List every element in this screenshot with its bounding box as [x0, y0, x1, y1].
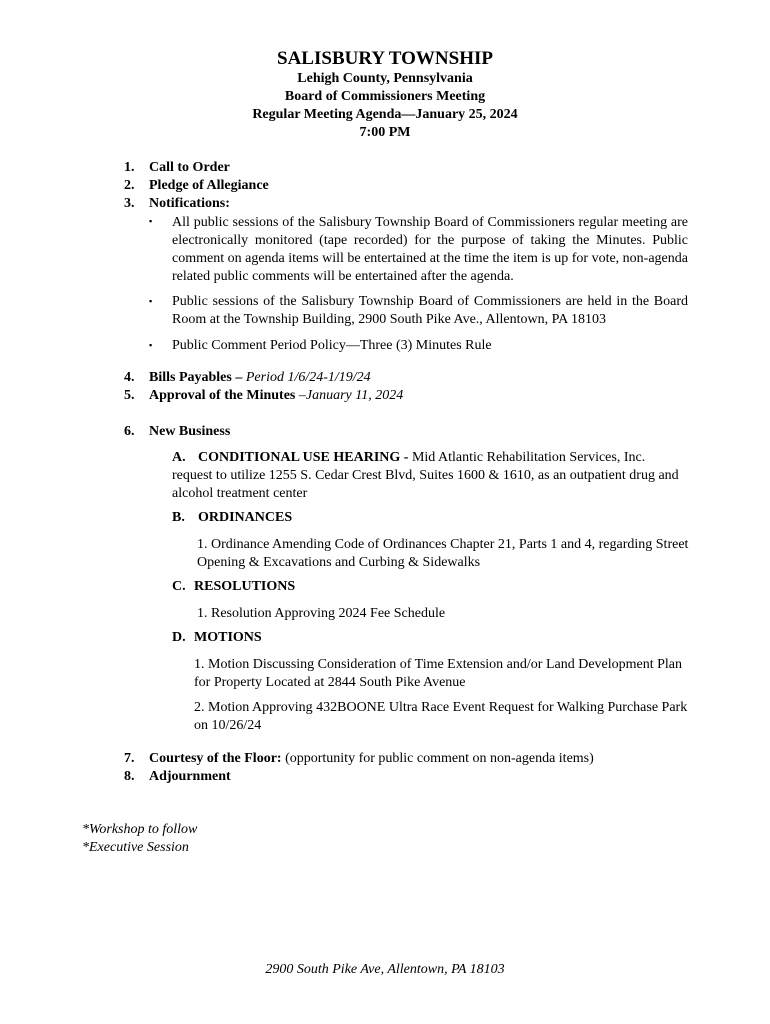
agenda-item-call-to-order	[124, 160, 230, 176]
bullet-icon: ▪	[149, 340, 153, 350]
section-label: CONDITIONAL USE HEARING -	[198, 450, 412, 465]
motion-item-1: 1. Motion Discussing Consideration of Time Extension and/or Land Development Plan for Property Located at 2844 South Pike Avenue	[194, 657, 683, 690]
section-motions	[172, 630, 262, 646]
bullet-icon: ▪	[149, 296, 153, 306]
item-label: Adjournment	[149, 769, 231, 784]
item-number: 1.	[124, 160, 135, 175]
section-letter: A.	[172, 450, 186, 465]
item-label: Courtesy of the Floor:	[149, 751, 286, 766]
section-letter: C.	[172, 579, 186, 594]
item-number: 4.	[124, 370, 135, 385]
agenda-item-notifications	[124, 196, 230, 212]
item-number: 2.	[124, 178, 135, 193]
agenda-item-bills	[124, 370, 371, 386]
agenda-item-adjournment	[124, 769, 231, 785]
item-number: 3.	[124, 196, 135, 211]
notification-location: Public sessions of the Salisbury Township Board of Commissioners are held in the Board Room at the Township Building, 2900 South Pike Ave., Allentown, PA 18103	[172, 294, 688, 327]
section-resolutions	[172, 579, 295, 595]
item-number: 5.	[124, 388, 135, 403]
agenda-date: Regular Meeting Agenda—January 25, 2024	[252, 107, 518, 122]
item-detail: –January 11, 2024	[298, 388, 404, 403]
agenda-item-courtesy	[124, 751, 594, 767]
item-label: Approval of the Minutes	[149, 388, 299, 403]
item-number: 8.	[124, 769, 135, 784]
workshop-note: *Workshop to follow	[82, 822, 198, 837]
agenda-item-pledge	[124, 178, 269, 194]
meeting-time: 7:00 PM	[359, 125, 411, 140]
agenda-item-minutes	[124, 388, 403, 404]
item-number: 6.	[124, 424, 135, 439]
county-subtitle: Lehigh County, Pennsylvania	[297, 71, 473, 86]
notification-comment-policy: Public Comment Period Policy—Three (3) Minutes Rule	[172, 338, 492, 353]
item-label: Pledge of Allegiance	[149, 178, 269, 193]
agenda-item-new-business	[124, 424, 230, 440]
section-label: ORDINANCES	[198, 510, 293, 525]
township-title: SALISBURY TOWNSHIP	[277, 48, 493, 69]
item-number: 7.	[124, 751, 135, 766]
item-detail: (opportunity for public comment on non-agenda items)	[285, 751, 594, 766]
notification-recording: All public sessions of the Salisbury Township Board of Commissioners regular meeting are electronically monitored (tape recorded) for the purpose of taking the Minutes. Public comment on agenda items will be entertained at the time the item is up for vote, non-agenda related public comments will be entertained after the agenda.	[172, 215, 688, 284]
section-label: MOTIONS	[194, 630, 262, 645]
section-ordinances	[172, 510, 292, 526]
ordinance-item: 1. Ordinance Amending Code of Ordinances Chapter 21, Parts 1 and 4, regarding Street Opening & Excavations and Curbing & Sidewalks	[197, 537, 689, 570]
item-label: Call to Order	[149, 160, 230, 175]
item-label: Bills Payables –	[149, 370, 246, 385]
executive-session-note: *Executive Session	[82, 840, 189, 855]
meeting-name: Board of Commissioners Meeting	[284, 89, 486, 104]
conditional-use-hearing	[172, 449, 689, 503]
section-letter: B.	[172, 510, 185, 525]
section-label: RESOLUTIONS	[194, 579, 296, 594]
item-label: New Business	[149, 424, 231, 439]
bullet-icon: ▪	[149, 216, 153, 226]
section-text: Mid Atlantic Rehabilitation Services, Inc. request to utilize 1255 S. Cedar Crest Blvd, Suites 1600 & 1610, as an outpatient drug and alcohol treatment center	[172, 450, 679, 501]
resolution-item: 1. Resolution Approving 2024 Fee Schedule	[197, 606, 446, 621]
item-label: Notifications:	[149, 196, 230, 211]
item-detail: Period 1/6/24-1/19/24	[245, 370, 371, 385]
footer-address: 2900 South Pike Ave, Allentown, PA 18103	[265, 962, 505, 977]
motion-item-2: 2. Motion Approving 432BOONE Ultra Race Event Request for Walking Purchase Park on 10/26/24	[194, 700, 688, 733]
section-letter: D.	[172, 630, 186, 645]
